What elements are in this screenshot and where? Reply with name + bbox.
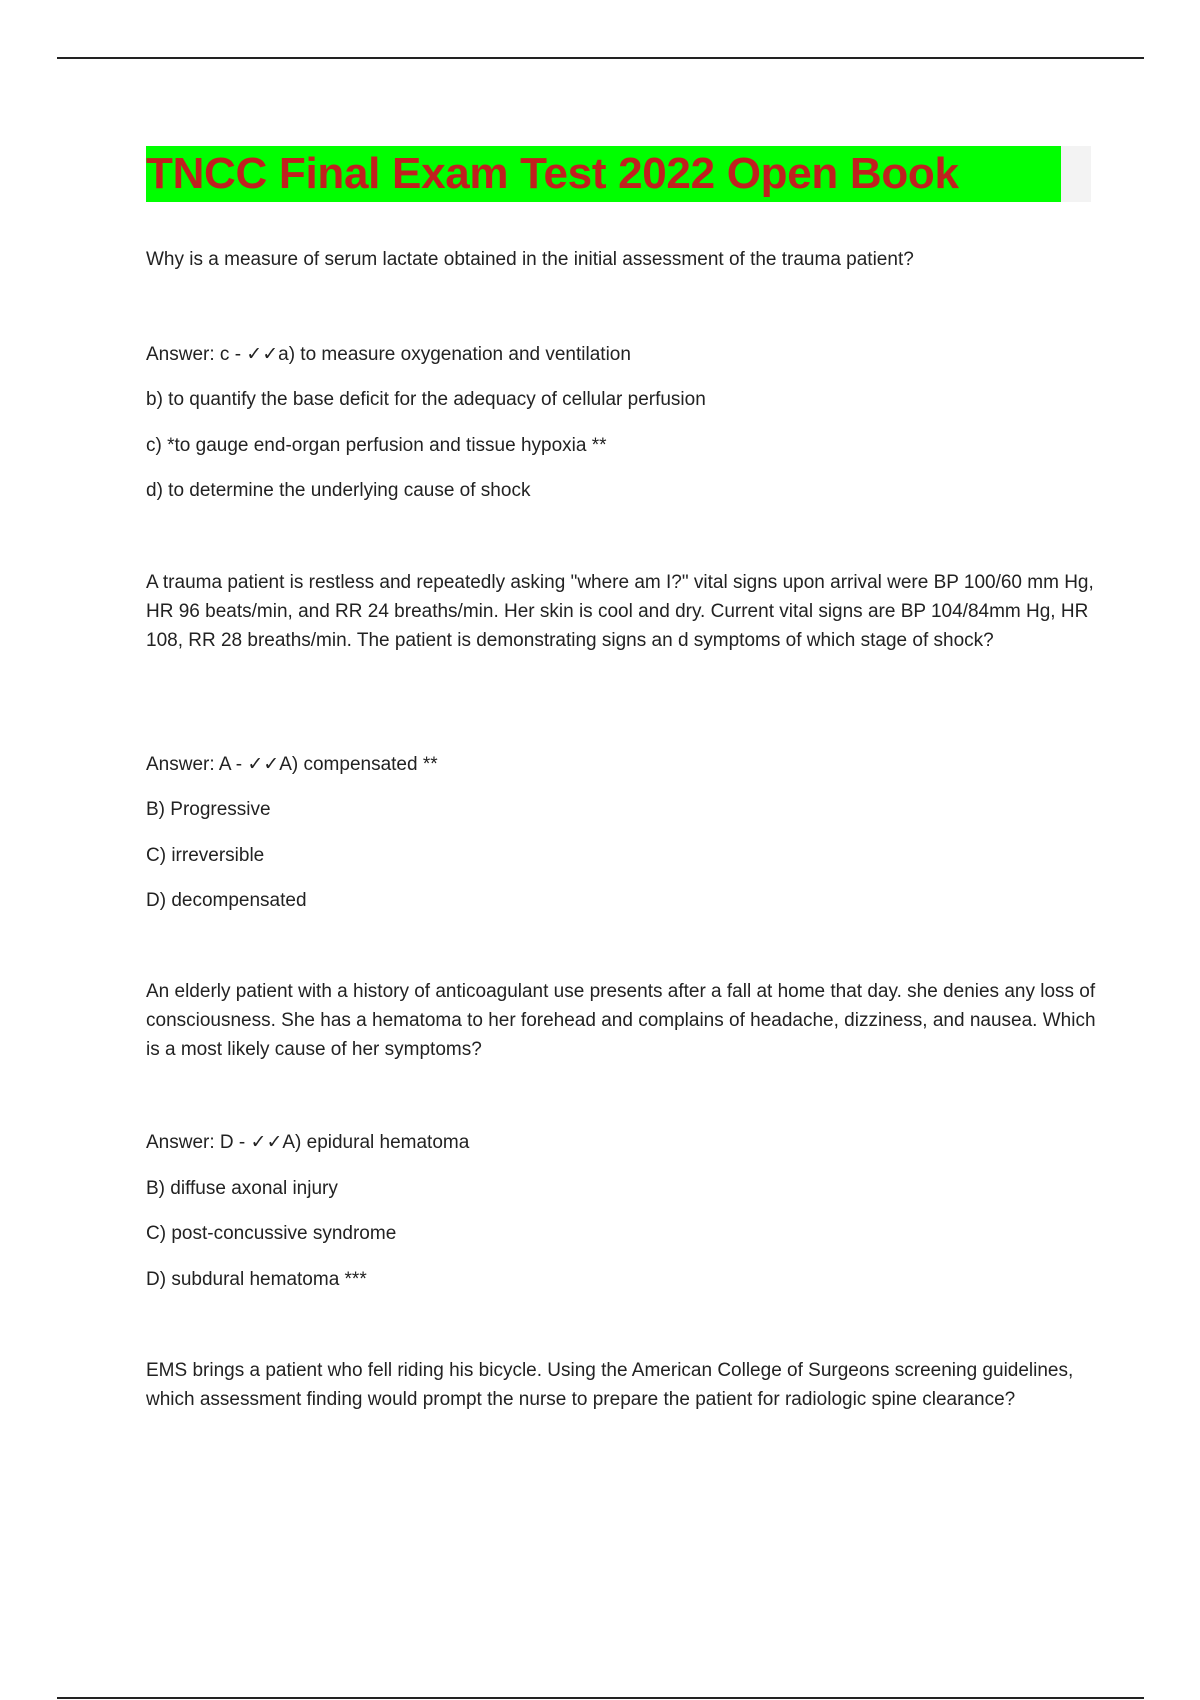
question-2-option-c: C) irreversible [146,845,265,866]
question-1-option-b: b) to quantify the base deficit for the adequacy of cellular perfusion [146,389,706,410]
question-3-option-c: C) post-concussive syndrome [146,1223,397,1244]
page-title: TNCC Final Exam Test 2022 Open Book [146,146,1061,202]
question-1-answer: Answer: c - ✓✓a) to measure oxygenation and ventilation [146,344,631,365]
question-3-option-b: B) diffuse axonal injury [146,1178,338,1199]
question-2-option-d: D) decompensated [146,890,307,911]
header-rule [57,57,1144,59]
question-1-text: Why is a measure of serum lactate obtained in the initial assessment of the trauma patient? [146,249,914,270]
question-3-text: An elderly patient with a history of anticoagulant use presents after a fall at home that day. she denies any loss of consciousness. She has a hematoma to her forehead and complains of headache, dizziness, and nausea. Which is a most likely cause of her symptoms? [146,981,1096,1060]
question-2-answer: Answer: A - ✓✓A) compensated ** [146,754,438,775]
question-2-option-b: B) Progressive [146,799,271,820]
question-1-option-d: d) to determine the underlying cause of shock [146,480,531,501]
question-2-text: A trauma patient is restless and repeatedly asking "where am I?" vital signs upon arrival were BP 100/60 mm Hg, HR 96 beats/min, and RR 24 breaths/min. Her skin is cool and dry. Current vital signs are BP 104/84mm Hg, HR 108, RR 28 breaths/min. The patient is demonstrating signs an d symptoms of which stage of shock? [146,572,1094,651]
question-3-answer: Answer: D - ✓✓A) epidural hematoma [146,1132,470,1153]
question-3-option-d: D) subdural hematoma *** [146,1269,367,1290]
footer-rule [57,1697,1144,1699]
title-banner [146,146,1091,202]
question-4-text: EMS brings a patient who fell riding his bicycle. Using the American College of Surgeons screening guidelines, which assessment finding would prompt the nurse to prepare the patient for radiologic spine clearance? [146,1360,1074,1410]
question-1-option-c: c) *to gauge end-organ perfusion and tissue hypoxia ** [146,435,607,456]
